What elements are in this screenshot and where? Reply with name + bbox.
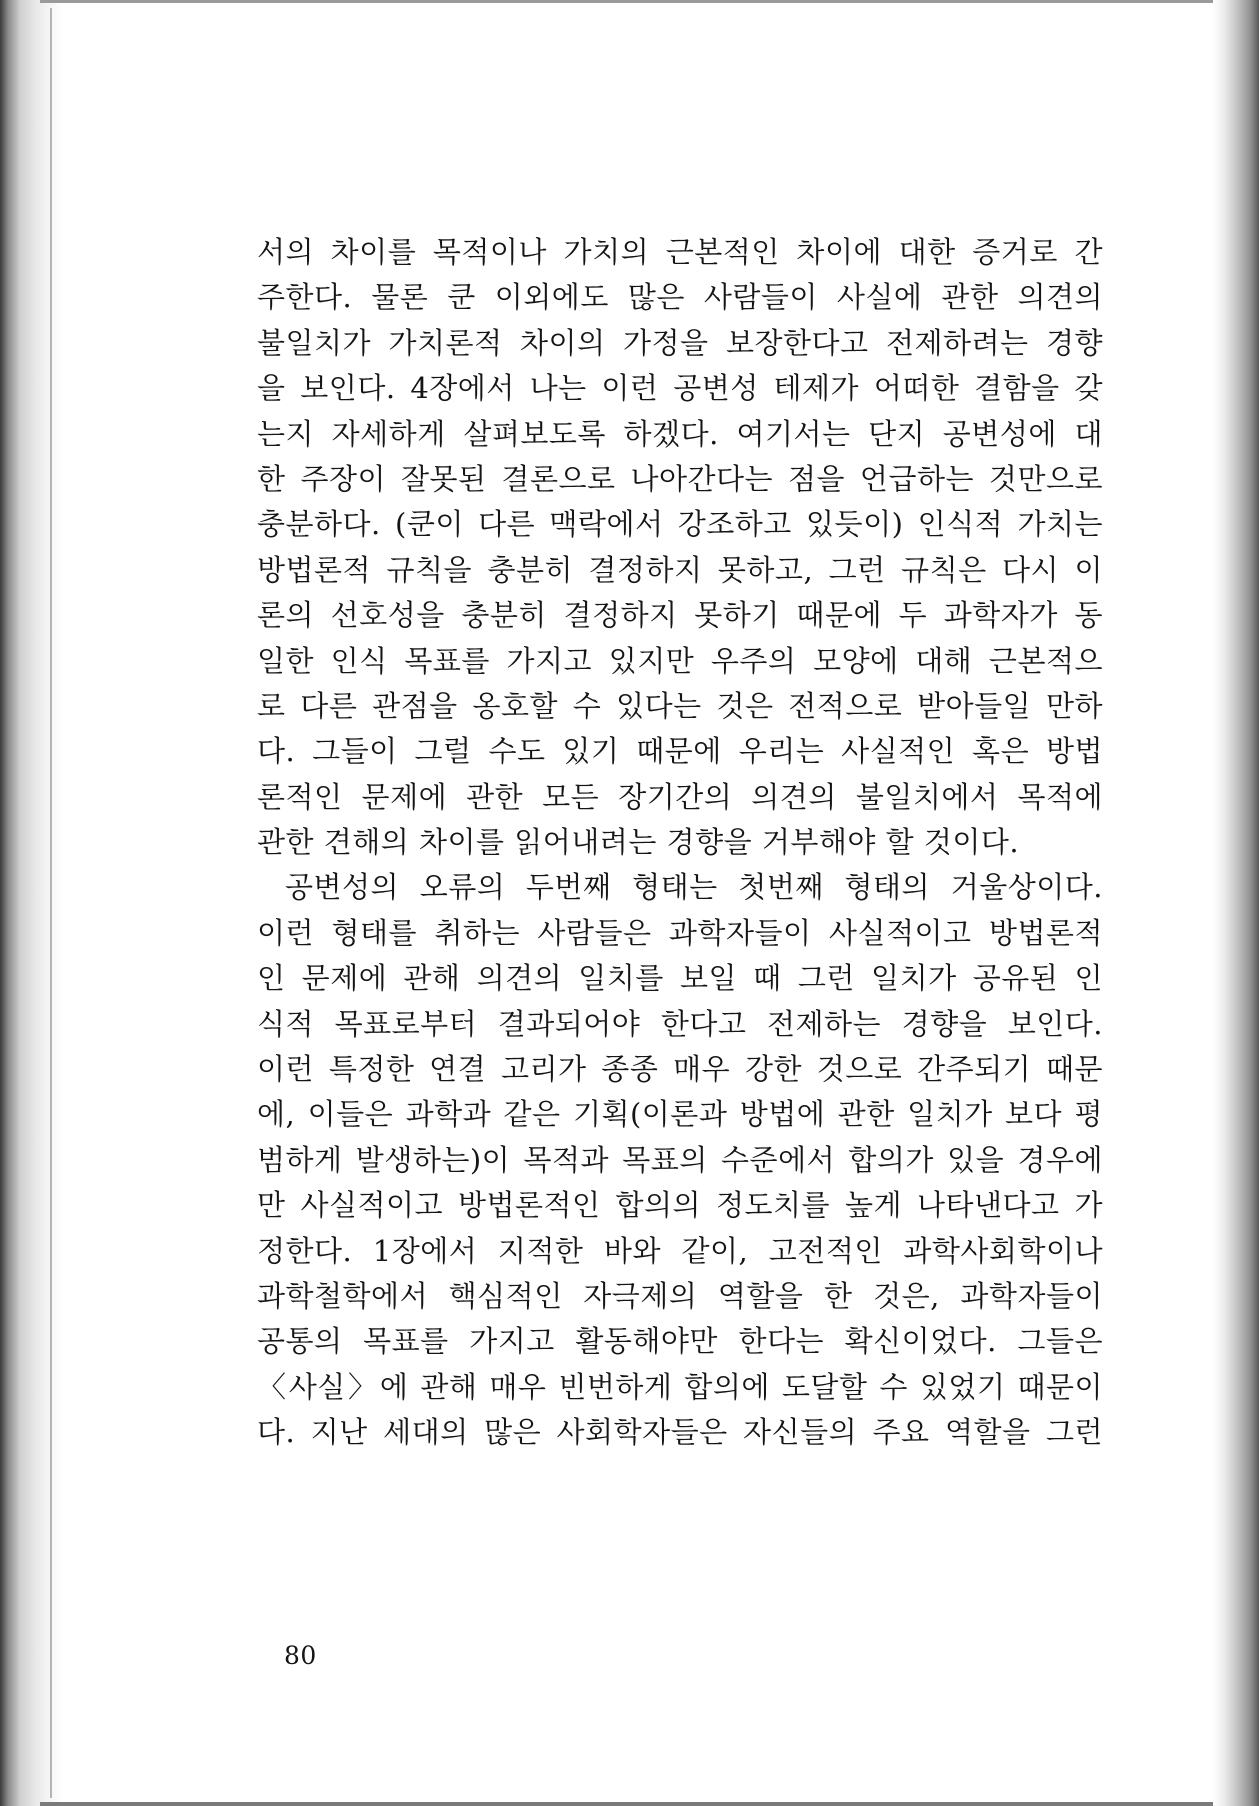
text-line: 다. 지난 세대의 많은 사회학자들은 자신들의 주요 역할을 그런 xyxy=(257,1415,1103,1450)
text-line: 로 다른 관점을 옹호할 수 있다는 것은 전적으로 받아들일 만하 xyxy=(257,688,1103,723)
text-line: 이런 형태를 취하는 사람들은 과학자들이 사실적이고 방법론적 xyxy=(257,915,1103,950)
text-line: 과학철학에서 핵심적인 자극제의 역할을 한 것은, 과학자들이 xyxy=(257,1278,1103,1313)
text-line: 충분하다. (쿤이 다른 맥락에서 강조하고 있듯이) 인식적 가치는 xyxy=(257,507,1103,542)
text-line: 방법론적 규칙을 충분히 결정하지 못하고, 그런 규칙은 다시 이 xyxy=(257,552,1103,587)
paragraph-first-line: 공변성의 오류의 두번째 형태는 첫번째 형태의 거울상이다. xyxy=(285,870,1103,905)
text-line: 론의 선호성을 충분히 결정하지 못하기 때문에 두 과학자가 동 xyxy=(257,598,1103,633)
text-line: 일한 인식 목표를 가지고 있지만 우주의 모양에 대해 근본적으 xyxy=(257,643,1103,678)
text-line: 관한 견해의 차이를 읽어내려는 경향을 거부해야 할 것이다. xyxy=(257,825,1020,860)
text-line: 론적인 문제에 관한 모든 장기간의 의견의 불일치에서 목적에 xyxy=(257,779,1103,814)
page-edge-line xyxy=(50,8,52,1798)
text-line: 불일치가 가치론적 차이의 가정을 보장한다고 전제하려는 경향 xyxy=(257,325,1103,360)
text-line: 이런 특정한 연결 고리가 종종 매우 강한 것으로 간주되기 때문 xyxy=(257,1052,1103,1087)
body-text xyxy=(257,230,1103,1456)
page-bottom-border xyxy=(40,1802,1220,1806)
text-line: 주한다. 물론 쿤 이외에도 많은 사람들이 사실에 관한 의견의 xyxy=(257,280,1103,315)
text-line: 인 문제에 관해 의견의 일치를 보일 때 그런 일치가 공유된 인 xyxy=(257,961,1103,996)
text-line: 식적 목표로부터 결과되어야 한다고 전제하는 경향을 보인다. xyxy=(257,1006,1103,1041)
text-line: 정한다. 1장에서 지적한 바와 같이, 고전적인 과학사회학이나 xyxy=(257,1233,1103,1268)
text-line: 범하게 발생하는)이 목적과 목표의 수준에서 합의가 있을 경우에 xyxy=(257,1142,1103,1177)
book-spine-shadow xyxy=(0,0,62,1806)
text-line: 을 보인다. 4장에서 나는 이런 공변성 테제가 어떠한 결함을 갖 xyxy=(257,371,1103,406)
text-line: 만 사실적이고 방법론적인 합의의 정도치를 높게 나타낸다고 가 xyxy=(257,1188,1103,1223)
page-top-border xyxy=(40,0,1220,3)
text-line: 한 주장이 잘못된 결론으로 나아간다는 점을 언급하는 것만으로 xyxy=(257,461,1103,496)
text-line: 는지 자세하게 살펴보도록 하겠다. 여기서는 단지 공변성에 대 xyxy=(257,416,1103,451)
text-line: 공통의 목표를 가지고 활동해야만 한다는 확신이었다. 그들은 xyxy=(257,1324,1103,1359)
text-line: 다. 그들이 그럴 수도 있기 때문에 우리는 사실적인 혹은 방법 xyxy=(257,734,1103,769)
page-number: 80 xyxy=(284,1641,317,1670)
right-edge-shadow xyxy=(1213,0,1259,1806)
text-line: 서의 차이를 목적이나 가치의 근본적인 차이에 대한 증거로 간 xyxy=(257,235,1103,269)
text-line: 에, 이들은 과학과 같은 기획(이론과 방법에 관한 일치가 보다 평 xyxy=(257,1097,1103,1132)
text-line: 〈사실〉에 관해 매우 빈번하게 합의에 도달할 수 있었기 때문이 xyxy=(257,1369,1103,1404)
